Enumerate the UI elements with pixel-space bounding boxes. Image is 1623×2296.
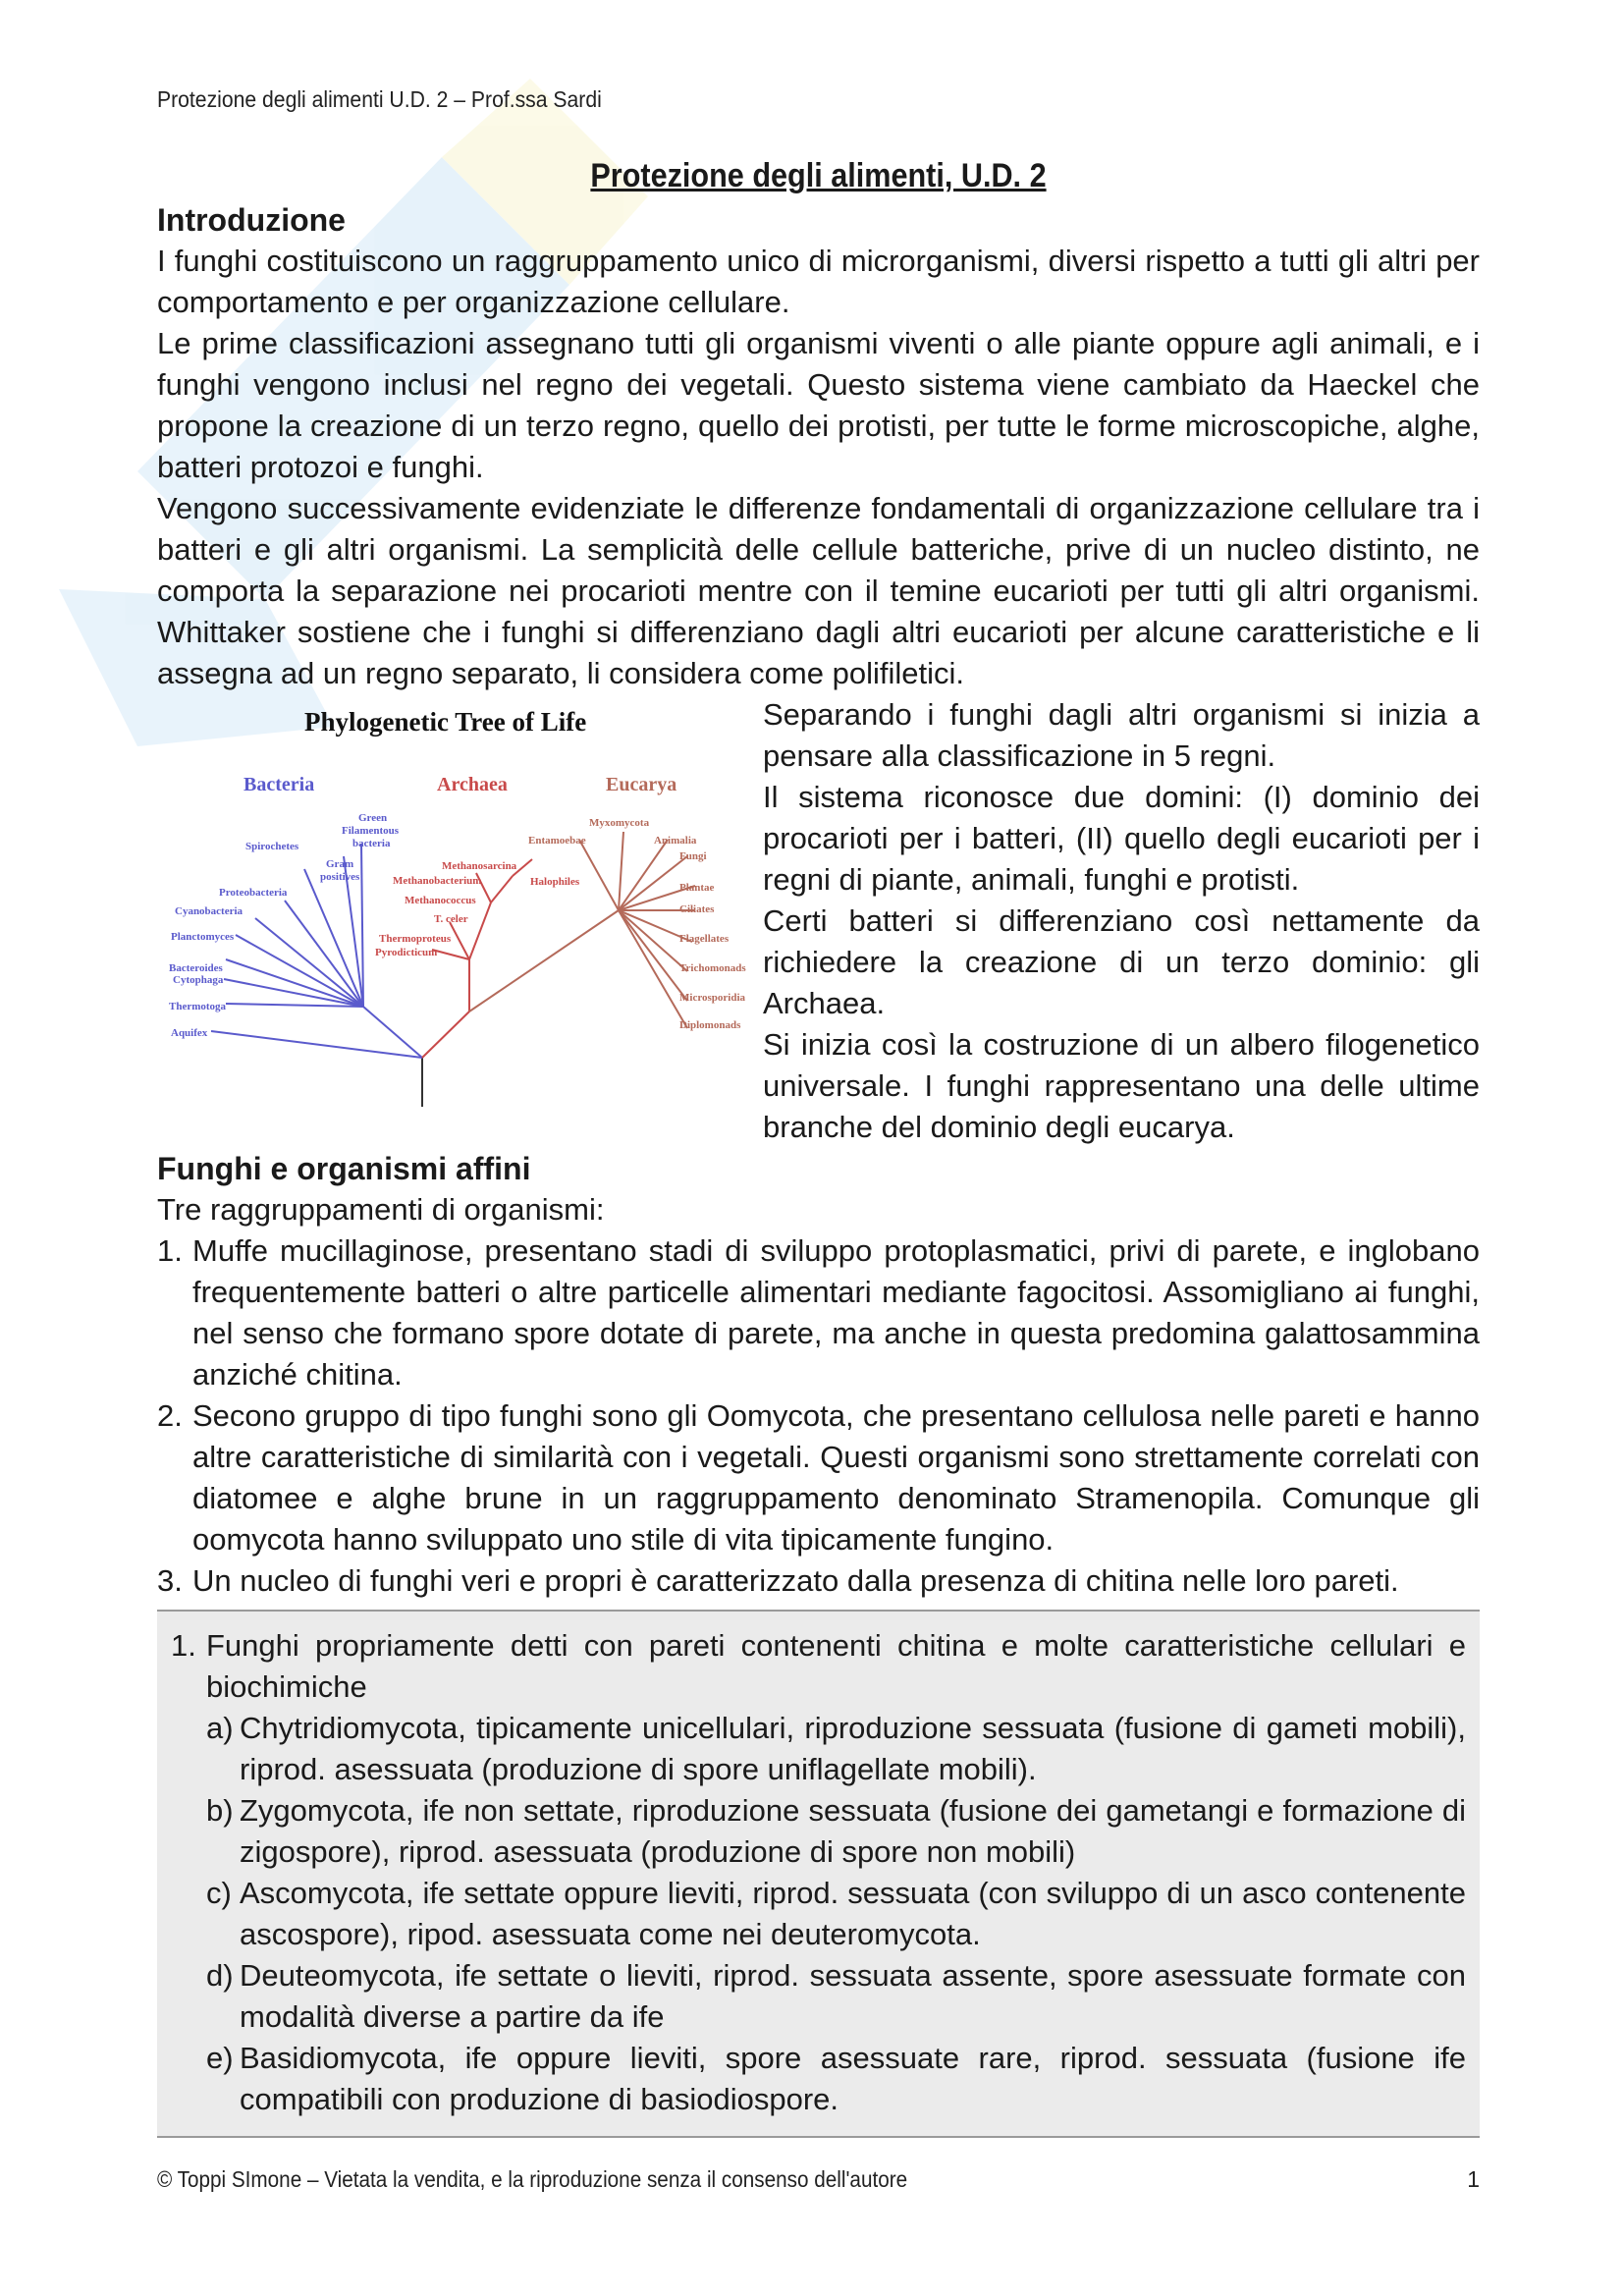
label-positives: positives xyxy=(320,871,360,883)
figure-paragraph-2: Il sistema riconosce due domini: (I) dominio dei procarioti per i batteri, (II) quello degli eucarioti per i regni di piante, animali, funghi e protisti. xyxy=(763,780,1480,897)
list-item-text: Secono gruppo di tipo funghi sono gli Oomycota, che presentano cellulosa nelle pareti e hanno altre caratteristiche di similarità con i vegetali. Questi organismi sono strettamente correlati con diatomee e alghe brune in un raggruppamento denominato Stramenopila. Comunque gli oomycota hanno sviluppato uno stile di vita tipicamente fungino. xyxy=(192,1398,1480,1557)
list-item-text: Basidiomycota, ife oppure lieviti, spore asessuate rare, riprod. sessuata (fusione ife compatibili con produzione di basiodiospore. xyxy=(240,2041,1466,2116)
label-proteobacteria: Proteobacteria xyxy=(219,887,288,899)
label-flagellates: Flagellates xyxy=(679,933,730,945)
list-number: 1. xyxy=(157,1233,183,1268)
figure-side-text xyxy=(763,694,1480,1148)
label-halophiles: Halophiles xyxy=(530,876,580,888)
label-green: Green xyxy=(358,812,388,824)
label-cytophaga: Cytophaga xyxy=(173,974,224,986)
section-heading-funghi-affini: Funghi e organismi affini xyxy=(157,1151,531,1186)
list-item-text: Zygomycota, ife non settate, riproduzione sessuata (fusione dei gametangi e formazione di zigospore), riprod. asessuata (produzione di spore non mobili) xyxy=(240,1793,1466,1869)
box-lead-item xyxy=(171,1625,1466,1708)
label-t-celer: T. celer xyxy=(434,913,468,925)
list-marker: a) xyxy=(206,1711,234,1745)
label-methanosarcina: Methanosarcina xyxy=(442,860,517,872)
archaea-labels xyxy=(375,860,580,958)
label-trichomonads: Trichomonads xyxy=(679,962,746,974)
domain-archaea: Archaea xyxy=(437,774,508,795)
label-microsporidia: Microsporidia xyxy=(679,992,746,1004)
affini-list xyxy=(157,1230,1480,1602)
label-fungi: Fungi xyxy=(679,850,707,862)
list-item-text: Chytridiomycota, tipicamente unicellulari, riproduzione sessuata (fusione di gameti mobili), riprod. asessuata (produzione di spore uniflagellate mobili). xyxy=(240,1711,1466,1786)
label-ciliates: Ciliates xyxy=(679,903,715,915)
affini-intro: Tre raggruppamenti di organismi: xyxy=(157,1192,605,1227)
label-plantae: Plantae xyxy=(679,882,715,894)
list-marker: e) xyxy=(206,2041,234,2075)
list-item-text: Deuteomycota, ife settate o lieviti, riprod. sessuata assente, spore asessuate formate con modalità diverse a partire da ife xyxy=(240,1958,1466,2034)
list-item xyxy=(206,2038,1466,2120)
figure-paragraph-4: Si inizia così la costruzione di un albero filogenetico universale. I funghi rappresentano una delle ultime branche del dominio degli eucarya. xyxy=(763,1027,1480,1144)
label-diplomonads: Diplomonads xyxy=(679,1019,741,1031)
section-heading-introduzione: Introduzione xyxy=(157,202,346,238)
label-thermoproteus: Thermoproteus xyxy=(379,933,452,945)
label-bacteria: bacteria xyxy=(352,838,391,849)
list-item-text: Un nucleo di funghi veri e propri è caratterizzato dalla presenza di chitina nelle loro pareti. xyxy=(192,1563,1399,1598)
label-methanococcus: Methanococcus xyxy=(405,895,476,906)
eucarya-labels xyxy=(528,817,746,1031)
label-entamoebae: Entamoebae xyxy=(528,835,586,847)
label-aquifex: Aquifex xyxy=(171,1027,208,1039)
list-item xyxy=(157,1395,1480,1560)
fungi-classification-box xyxy=(157,1610,1480,2138)
domain-eucarya: Eucarya xyxy=(606,774,677,795)
list-item xyxy=(157,1560,1480,1602)
intro-paragraph-3: Vengono successivamente evidenziate le differenze fondamentali di organizzazione cellulare tra i batteri e gli altri organismi. La semplicità delle cellule batteriche, prive di un nucleo distinto, ne comporta la separazione nei procarioti mentre con il temine eucarioti per tutti gli altri organismi. Whittaker sostiene che i funghi si differenziano dagli altri eucarioti per alcune caratteristiche e li assegna ad un regno separato, li considera come polifiletici. xyxy=(157,491,1480,690)
label-spirochetes: Spirochetes xyxy=(245,841,299,852)
tree-title: Phylogenetic Tree of Life xyxy=(304,707,587,737)
figure-paragraph-1: Separando i funghi dagli altri organismi si inizia a pensare alla classificazione in 5 regni. xyxy=(763,697,1480,773)
intro-paragraph-1: I funghi costituiscono un raggruppamento unico di microrganismi, diversi rispetto a tutti gli altri per comportamento e per organizzazione cellulare. xyxy=(157,244,1480,319)
phylogenetic-tree-figure xyxy=(157,694,758,1117)
list-number: 3. xyxy=(157,1563,183,1598)
label-cyanobacteria: Cyanobacteria xyxy=(175,905,243,917)
label-filamentous: Filamentous xyxy=(342,825,400,837)
list-item-text: Muffe mucillaginose, presentano stadi di sviluppo protoplasmatici, privi di parete, e inglobano frequentemente batteri o altre particelle alimentari mediante fagocitosi. Assomigliano ai funghi, nel senso che formano spore dotate di parete, ma anche in questa predomina galattosammina anziché chitina. xyxy=(192,1233,1480,1392)
document-title: Protezione degli alimenti, U.D. 2 xyxy=(590,157,1047,194)
box-lead-text: Funghi propriamente detti con pareti contenenti chitina e molte caratteristiche cellulari e biochimiche xyxy=(206,1628,1466,1704)
figure-row xyxy=(157,694,1480,1148)
list-item xyxy=(206,1708,1466,1790)
label-methanobacterium: Methanobacterium xyxy=(393,875,482,887)
domain-bacteria: Bacteria xyxy=(243,774,315,795)
running-header: Protezione degli alimenti U.D. 2 – Prof.ssa Sardi xyxy=(157,86,602,112)
page-number: 1 xyxy=(1467,2166,1480,2192)
page-content xyxy=(157,157,1480,2138)
list-marker: b) xyxy=(206,1793,234,1828)
label-bacteroides: Bacteroides xyxy=(169,962,223,974)
list-item xyxy=(206,1873,1466,1955)
list-item-text: Ascomycota, ife settate oppure lieviti, riprod. sessuata (con sviluppo di un asco contenente ascospore), ripod. asessuata come nei deuteromycota. xyxy=(240,1876,1466,1951)
label-gram: Gram xyxy=(326,858,354,870)
label-myxomycota: Myxomycota xyxy=(589,817,650,829)
label-pyrodicticum: Pyrodicticum xyxy=(375,947,438,958)
list-item xyxy=(206,1790,1466,1873)
label-thermotoga: Thermotoga xyxy=(169,1001,227,1012)
box-sub-list xyxy=(171,1708,1466,2120)
list-item xyxy=(157,1230,1480,1395)
list-marker: c) xyxy=(206,1876,232,1910)
list-marker: d) xyxy=(206,1958,234,1993)
intro-paragraph-2: Le prime classificazioni assegnano tutti gli organismi viventi o alle piante oppure agli animali, e i funghi vengono inclusi nel regno dei vegetali. Questo sistema viene cambiato da Haeckel che propone la creazione di un terzo regno, quello dei protisti, per tutte le forme microscopiche, alghe, batteri protozoi e funghi. xyxy=(157,326,1480,484)
label-animalia: Animalia xyxy=(654,835,697,847)
list-item xyxy=(206,1955,1466,2038)
label-planctomyces: Planctomyces xyxy=(171,931,235,943)
footer-copyright: © Toppi SImone – Vietata la vendita, e la riproduzione senza il consenso dell'autore xyxy=(157,2166,908,2192)
box-lead-number: 1. xyxy=(171,1628,196,1663)
archaea-branches xyxy=(422,859,532,1058)
list-number: 2. xyxy=(157,1398,183,1433)
figure-paragraph-3: Certi batteri si differenziano così nettamente da richiedere la creazione di un terzo dominio: gli Archaea. xyxy=(763,903,1480,1020)
phylogenetic-tree-svg xyxy=(157,694,758,1117)
